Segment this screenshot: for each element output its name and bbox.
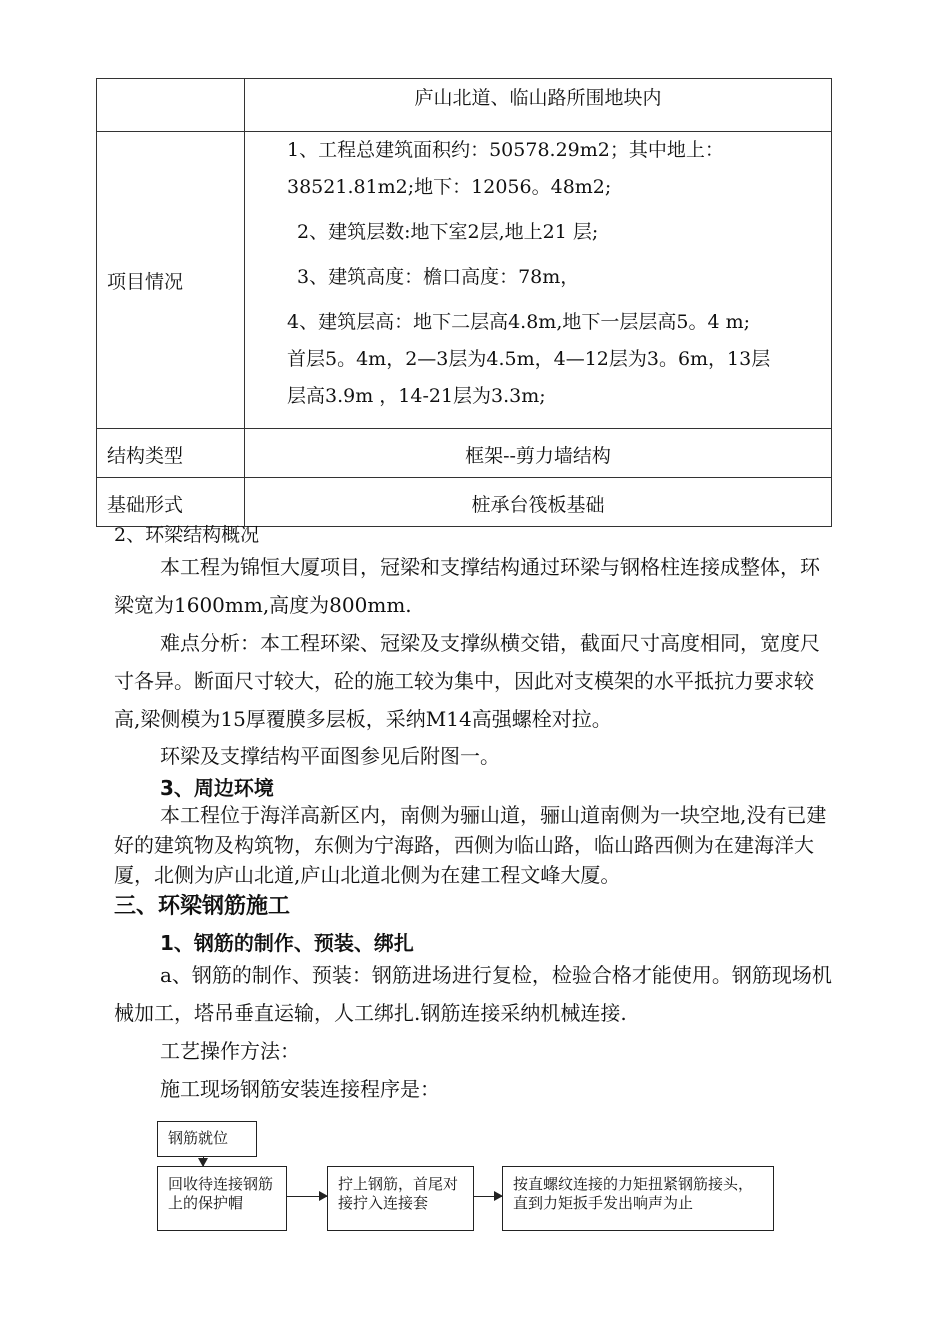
- flow-step-screw-sleeve: 拧上钢筋，首尾对接拧入连接套: [327, 1166, 474, 1231]
- section-3-title: 3、周边环境: [160, 776, 274, 800]
- section-2-paragraph-2: 难点分析：本工程环梁、冠梁及支撑纵横交错，截面尺寸高度相同，宽度尺寸各异。断面尺寸较大，砼的施工较为集中，因此对支模架的水平抵抗力要求较高,梁侧模为15厚覆膜多层板，采纳M14高强螺栓对拉。: [114, 631, 820, 731]
- project-label: 项目情况: [97, 132, 245, 429]
- section-2-title: 2、环梁结构概况: [114, 524, 260, 546]
- project-line: 2、建筑层数:地下室2层,地上21 层;: [297, 221, 599, 243]
- project-details: [245, 132, 832, 429]
- flow-arrow-right: [287, 1196, 327, 1197]
- flow-step-torque-tighten: 按直螺纹连接的力矩扭紧钢筋接头，直到力矩扳手发出响声为止: [502, 1166, 774, 1231]
- structure-value: 框架--剪力墙结构: [245, 429, 832, 478]
- table-row: [97, 429, 832, 478]
- foundation-value: 桩承台筏板基础: [245, 478, 832, 527]
- foundation-label: 基础形式: [97, 478, 245, 527]
- flow-step-rebar-position: 钢筋就位: [157, 1121, 257, 1157]
- subsection-title: 1、钢筋的制作、预装、绑扎: [160, 931, 414, 955]
- flow-arrow-down: [203, 1157, 204, 1166]
- project-line: 38521.81m2;地下：12056。48m2;: [287, 176, 612, 198]
- chapter-title: 三、环梁钢筋施工: [114, 894, 291, 919]
- project-info-table: [96, 78, 832, 527]
- table-row: [97, 478, 832, 527]
- chapter-paragraph-2: 工艺操作方法：: [160, 1039, 300, 1063]
- flow-step-remove-cap: 回收待连接钢筋上的保护帽: [157, 1166, 287, 1231]
- project-line: 1、工程总建筑面积约：50578.29m2；其中地上：: [287, 139, 724, 161]
- location-value: 庐山北道、临山路所围地块内: [245, 79, 832, 132]
- table-row: [97, 79, 832, 132]
- section-3-paragraph: 本工程位于海洋高新区内，南侧为骊山道，骊山道南侧为一块空地,没有已建好的建筑物及构筑物，东侧为宁海路，西侧为临山路，临山路西侧为在建海洋大厦，北侧为庐山北道,庐山北道北侧为在建工程文峰大厦。: [114, 803, 827, 887]
- structure-label: 结构类型: [97, 429, 245, 478]
- location-label: [97, 79, 245, 132]
- project-line: 层高3.9m ，14-21层为3.3m;: [287, 385, 546, 407]
- project-line: 3、建筑高度：檐口高度：78m，: [297, 266, 580, 288]
- chapter-paragraph-3: 施工现场钢筋安装连接程序是：: [160, 1077, 440, 1101]
- chapter-paragraph-1: a、钢筋的制作、预装：钢筋进场进行复检，检验合格才能使用。钢筋现场机械加工，塔吊垂直运输，人工绑扎.钢筋连接采纳机械连接.: [114, 963, 832, 1025]
- project-line: 4、建筑层高：地下二层高4.8m,地下一层层高5。4 m;: [287, 311, 750, 333]
- project-line: 首层5。4m，2—3层为4.5m，4—12层为3。6m，13层: [287, 348, 771, 370]
- section-2-paragraph-1: 本工程为锦恒大厦项目，冠梁和支撑结构通过环梁与钢格柱连接成整体，环梁宽为1600mm,高度为800mm.: [114, 555, 820, 617]
- section-2-paragraph-3: 环梁及支撑结构平面图参见后附图一。: [160, 744, 500, 768]
- flow-arrow-right: [474, 1196, 502, 1197]
- table-row: [97, 132, 832, 429]
